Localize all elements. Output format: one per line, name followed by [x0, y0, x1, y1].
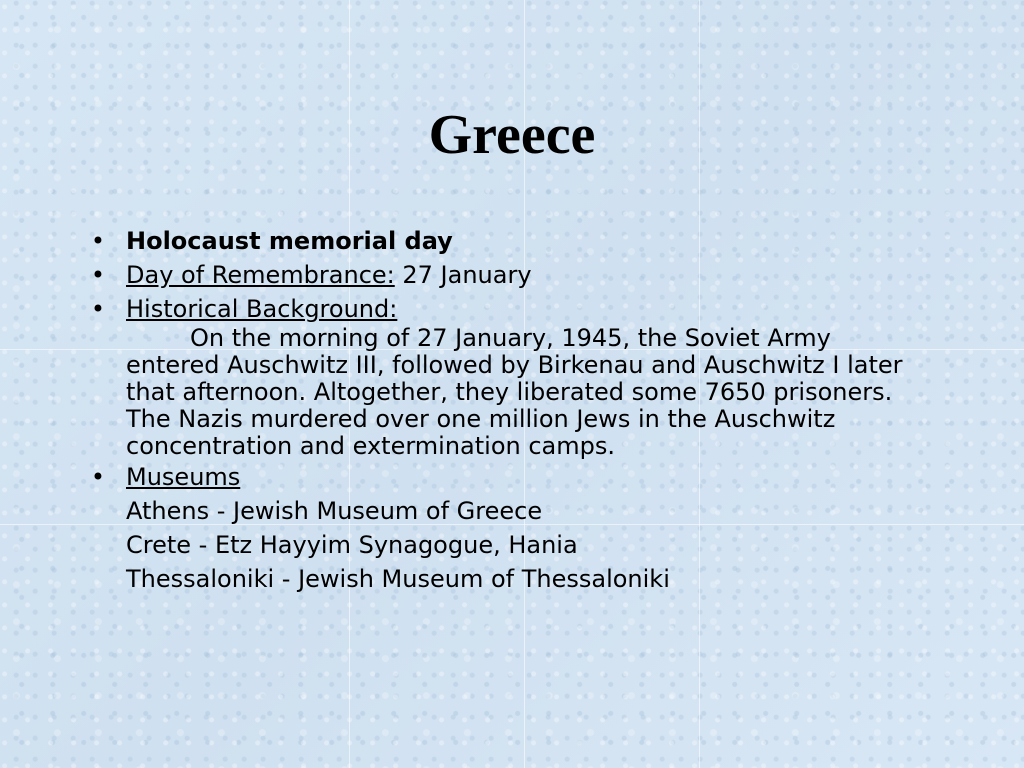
historical-background-paragraph	[126, 325, 926, 460]
historical-background-label: Historical Background:	[126, 295, 398, 323]
bullet-icon: •	[90, 227, 106, 255]
bullet-item-museums	[86, 460, 926, 494]
bullet-item-day-of-remembrance	[86, 258, 926, 292]
museum-crete: Crete - Etz Hayyim Synagogue, Hania	[126, 531, 578, 559]
bullet-item-historical-background	[86, 292, 926, 460]
bullet-icon: •	[90, 261, 106, 289]
bullet-item-memorial-day	[86, 224, 926, 258]
remembrance-label: Day of Remembrance:	[126, 261, 395, 289]
museum-athens: Athens - Jewish Museum of Greece	[126, 497, 543, 525]
slide-title: Greece	[428, 104, 596, 166]
memorial-day-heading: Holocaust memorial day	[126, 227, 453, 255]
bullet-icon: •	[90, 295, 106, 323]
slide-body	[86, 224, 926, 596]
historical-background-text: On the morning of 27 January, 1945, the Soviet Army entered Auschwitz III, followed by Birkenau and Auschwitz I later that afternoon. Altogether, they liberated some 7650 prisoners. The Nazis murdered over one million Jews in the Auschwitz concentration and extermination camps.	[126, 324, 903, 460]
bullet-icon: •	[90, 463, 106, 491]
museum-thessaloniki: Thessaloniki - Jewish Museum of Thessaloniki	[126, 565, 670, 593]
remembrance-date: 27 January	[394, 261, 532, 289]
museums-label: Museums	[126, 463, 241, 491]
